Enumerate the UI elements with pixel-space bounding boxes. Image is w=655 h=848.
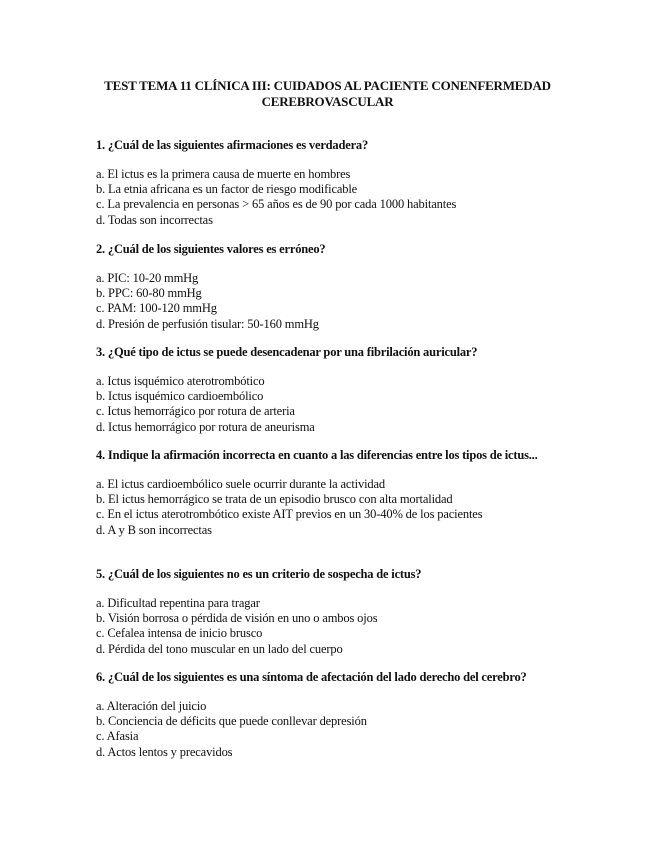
answer-options [96, 699, 566, 760]
question-1 [96, 137, 566, 228]
question-text: 3. ¿Qué tipo de ictus se puede desencadenar por una fibrilación auricular? [96, 345, 478, 359]
answer-option-a: a. Dificultad repentina para tragar [96, 596, 260, 610]
answer-option-c: c. Ictus hemorrágico por rotura de arteria [96, 404, 295, 419]
answer-option-d: d. Ictus hemorrágico por rotura de aneurisma [96, 419, 315, 434]
answer-option-b: b. El ictus hemorrágico se trata de un episodio brusco con alta mortalidad [96, 492, 453, 507]
answer-option-b: b. Conciencia de déficits que puede conllevar depresión [96, 714, 367, 729]
question-4 [96, 447, 566, 538]
answer-option-b: b. Visión borrosa o pérdida de visión en uno o ambos ojos [96, 611, 378, 626]
answer-option-c: c. Afasia [96, 729, 139, 744]
answer-option-c: c. En el ictus aterotrombótico existe AIT previos en un 30-40% de los pacientes [96, 507, 483, 522]
answer-option-b: b. La etnia africana es un factor de riesgo modificable [96, 182, 358, 197]
answer-option-d: d. Todas son incorrectas [96, 212, 213, 227]
answer-option-b: b. Ictus isquémico cardioembólico [96, 389, 264, 404]
answer-option-a: a. Ictus isquémico aterotrombótico [96, 374, 265, 388]
answer-options [96, 596, 566, 657]
question-text: 2. ¿Cuál de los siguientes valores es erróneo? [96, 242, 326, 256]
question-3 [96, 344, 566, 435]
answer-options [96, 477, 566, 538]
answer-option-a: a. Alteración del juicio [96, 699, 207, 713]
answer-option-d: d. Actos lentos y precavidos [96, 744, 233, 759]
answer-option-c: c. La prevalencia en personas > 65 años es de 90 por cada 1000 habitantes [96, 197, 457, 212]
question-6 [96, 669, 566, 760]
question-5 [96, 566, 566, 657]
answer-option-d: d. Presión de perfusión tisular: 50-160 mmHg [96, 316, 319, 331]
answer-options [96, 271, 566, 332]
answer-option-a: a. El ictus cardioembólico suele ocurrir durante la actividad [96, 477, 385, 491]
answer-option-d: d. A y B son incorrectas [96, 522, 212, 537]
answer-option-d: d. Pérdida del tono muscular en un lado del cuerpo [96, 641, 343, 656]
question-2 [96, 241, 566, 332]
question-text: 5. ¿Cuál de los siguientes no es un criterio de sospecha de ictus? [96, 567, 422, 581]
answer-options [96, 374, 566, 435]
question-text: 6. ¿Cuál de los siguientes es una síntoma de afectación del lado derecho del cerebro? [96, 670, 527, 684]
answer-options [96, 167, 566, 228]
answer-option-a: a. PIC: 10-20 mmHg [96, 271, 199, 285]
answer-option-a: a. El ictus es la primera causa de muerte en hombres [96, 167, 351, 181]
question-text: 1. ¿Cuál de las siguientes afirmaciones es verdadera? [96, 138, 369, 152]
question-text: 4. Indique la afirmación incorrecta en cuanto a las diferencias entre los tipos de ictus... [96, 448, 538, 462]
answer-option-c: c. Cefalea intensa de inicio brusco [96, 626, 263, 641]
document-title: TEST TEMA 11 CLÍNICA III: CUIDADOS AL PACIENTE CONENFERMEDAD CEREBROVASCULAR [104, 78, 551, 109]
answer-option-b: b. PPC: 60-80 mmHg [96, 286, 202, 301]
answer-option-c: c. PAM: 100-120 mmHg [96, 301, 217, 316]
